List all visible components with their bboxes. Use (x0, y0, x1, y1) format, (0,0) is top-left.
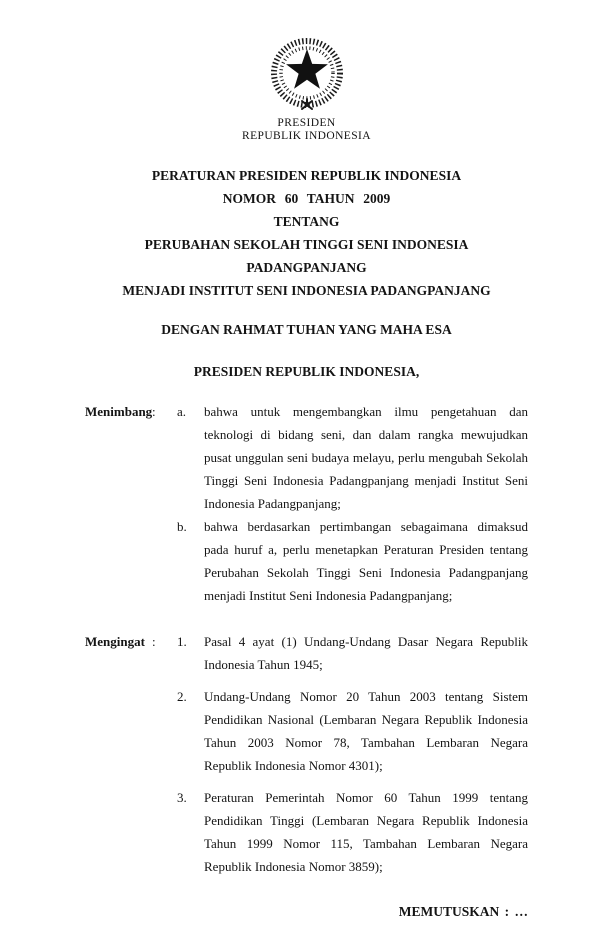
item-text: Undang-Undang Nomor 20 Tahun 2003 tentang Sistem Pendidikan Nasional (Lembaran Negara Republik Indonesia Tahun 2003 Nomor 78, Tambahan Lembaran Negara Republik Indonesia Nomor 4301); (204, 689, 528, 773)
menimbang-label: Menimbang (85, 404, 153, 419)
mengingat-items (177, 630, 528, 878)
mengingat-colon: : (152, 634, 156, 649)
list-item (177, 400, 528, 515)
memutuskan-continuation-line: MEMUTUSKAN : … (398, 904, 528, 919)
title-about-label: TENTANG (273, 214, 340, 229)
item-text: bahwa untuk mengembangkan ilmu pengetahuan dan teknologi di bidang seni, dan dalam rangka mewujudkan pusat unggulan seni budaya melayu, perlu mengubah Sekolah Tinggi Seni Indonesia Padangpanjang menjadi Institut Seni Indonesia Padangpanjang; (204, 404, 528, 511)
item-marker: a. (177, 404, 187, 419)
title-regulation-line: PERATURAN PRESIDEN REPUBLIK INDONESIA (151, 168, 462, 183)
menimbang-items (177, 400, 528, 607)
title-number-line: NOMOR 60 TAHUN 2009 (222, 191, 391, 206)
item-text: Pasal 4 ayat (1) Undang-Undang Dasar Negara Republik Indonesia Tahun 1945; (204, 634, 528, 672)
title-subject-line1: PERUBAHAN SEKOLAH TINGGI SENI INDONESIA PADANGPANJANG (144, 237, 469, 275)
list-item (177, 515, 528, 607)
item-marker: 3. (177, 790, 187, 805)
presidential-seal-icon (251, 36, 363, 112)
mengingat-label: Mengingat (85, 634, 145, 649)
item-marker: 2. (177, 689, 187, 704)
item-marker: 1. (177, 634, 187, 649)
title-subject-line2: MENJADI INSTITUT SENI INDONESIA PADANGPANJANG (122, 283, 491, 298)
item-marker: b. (177, 519, 187, 534)
letterhead (85, 36, 528, 143)
menimbang-colon: : (152, 404, 156, 419)
item-text: Peraturan Pemerintah Nomor 60 Tahun 1999 tentang Pendidikan Tinggi (Lembaran Negara Republik Indonesia Tahun 1999 Nomor 115, Tambahan Lembaran Negara Republik Indonesia Nomor 3859); (204, 790, 528, 874)
authority-line: PRESIDEN REPUBLIK INDONESIA, (193, 364, 420, 379)
list-item (177, 685, 528, 777)
document-title-block (85, 164, 528, 302)
list-item (177, 786, 528, 878)
item-text: bahwa berdasarkan pertimbangan sebagaimana dimaksud pada huruf a, perlu menetapkan Peraturan Presiden tentang Perubahan Sekolah Tinggi Seni Indonesia Padangpanjang menjadi Institut Seni Indonesia Padangpanjang; (204, 519, 528, 603)
list-item (177, 630, 528, 676)
invocation-line: DENGAN RAHMAT TUHAN YANG MAHA ESA (161, 322, 452, 337)
mengingat-section (85, 630, 528, 878)
org-name-line1: PRESIDEN (277, 117, 336, 129)
menimbang-section (85, 400, 528, 607)
org-name-line2: REPUBLIK INDONESIA (242, 130, 371, 142)
